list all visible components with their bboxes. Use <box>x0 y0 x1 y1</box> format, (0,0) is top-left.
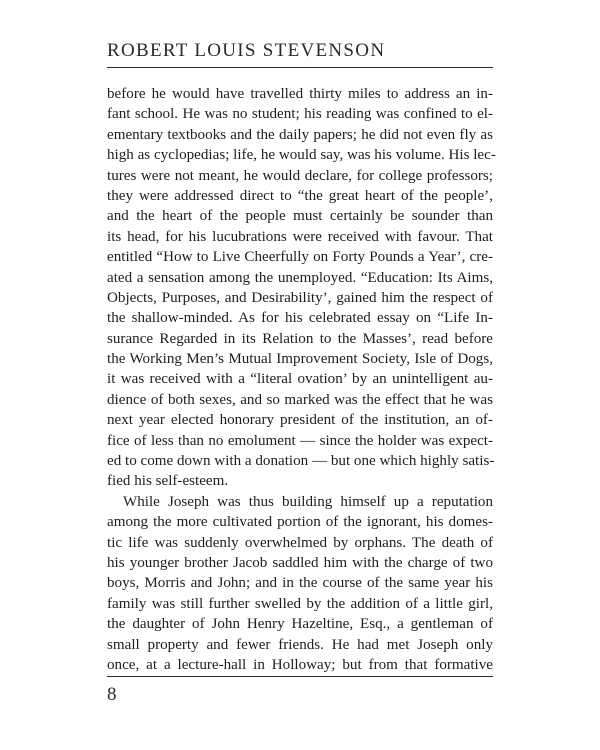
text-line: the Working Men’s Mutual Improvement Society, Isle of Dogs, <box>107 351 493 368</box>
text-line: small property and fewer friends. He had met Joseph only <box>107 636 493 653</box>
text-line: they were addressed direct to “the great heart of the people’, <box>107 187 493 204</box>
text-line: his younger brother Jacob saddled him with the charge of two <box>107 554 493 571</box>
text-line: entitled “How to Live Cheerfully on Forty Pounds a Year’, cre- <box>107 249 493 266</box>
text-line: ed to come down with a donation — but one which highly satis- <box>107 453 495 470</box>
text-line: next year elected honorary president of the institution, an of- <box>107 412 493 429</box>
text-line: ementary textbooks and the daily papers; he did not even fly as <box>107 126 493 143</box>
text-line: the shallow-minded. As for his celebrated essay on “Life In- <box>107 310 493 327</box>
footer-rule <box>107 676 493 677</box>
text-line: it was received with a “literal ovation’ by an unintelligent au- <box>107 371 493 388</box>
header-rule <box>107 67 493 68</box>
text-line: high as cyclopedias; life, he would say, was his volume. His lec- <box>107 147 496 164</box>
text-line: Objects, Purposes, and Desirability’, gained him the respect of <box>107 289 493 306</box>
text-line: and the heart of the people must certainly be sounder than <box>107 208 493 225</box>
text-line: surance Regarded in its Relation to the Masses’, read before <box>107 330 493 347</box>
text-line: the daughter of John Henry Hazeltine, Esq., a gentleman of <box>107 616 493 633</box>
paragraph-first-line: While Joseph was thus building himself up a reputation <box>123 493 493 510</box>
text-line: once, at a lecture-hall in Holloway; but from that formative <box>107 656 493 673</box>
text-line: among the more cultivated portion of the ignorant, his domes- <box>107 514 493 531</box>
body-text <box>107 84 496 675</box>
text-line: fice of less than no emolument — since the holder was expect- <box>107 432 493 449</box>
text-line: family was still further swelled by the addition of a little girl, <box>107 595 493 612</box>
text-line: ated a sensation among the unemployed. “Education: Its Aims, <box>107 269 493 286</box>
text-line: tures were not meant, he would declare, for college professors; <box>107 167 493 184</box>
text-line: fied his self-esteem. <box>107 473 229 490</box>
running-head: ROBERT LOUIS STEVENSON <box>107 40 386 61</box>
text-line: before he would have travelled thirty miles to address an in- <box>107 86 493 102</box>
text-line: its head, for his lucubrations were received with favour. That <box>107 228 493 245</box>
text-line: boys, Morris and John; and in the course of the same year his <box>107 575 493 592</box>
page-number: 8 <box>107 684 117 705</box>
text-line: dience of both sexes, and so marked was the effect that he was <box>107 391 493 408</box>
text-line: tic life was suddenly overwhelmed by orphans. The death of <box>107 534 493 551</box>
text-line: fant school. He was no student; his reading was confined to el- <box>107 106 493 123</box>
